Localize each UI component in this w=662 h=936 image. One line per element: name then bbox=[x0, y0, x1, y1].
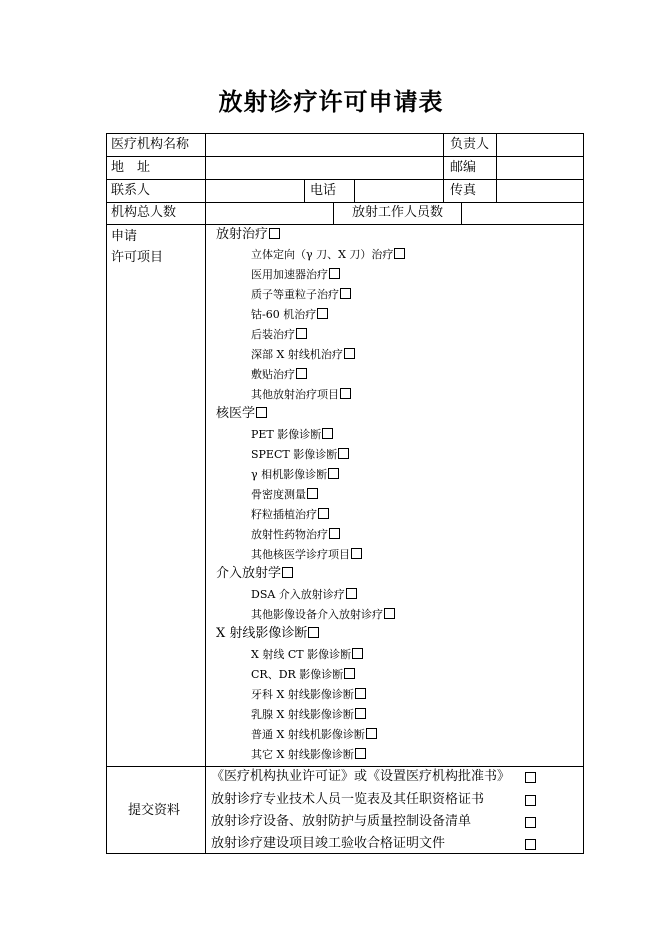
checkbox[interactable] bbox=[318, 508, 329, 519]
item-proton bbox=[251, 288, 351, 302]
row-line bbox=[106, 179, 584, 180]
checkbox[interactable] bbox=[317, 308, 328, 319]
checkbox[interactable] bbox=[282, 567, 293, 578]
category-xray-imaging bbox=[216, 626, 319, 642]
item-applicator bbox=[251, 368, 307, 382]
item-pet bbox=[251, 428, 333, 442]
item-label: 乳腺 X 射线影像诊断 bbox=[251, 708, 354, 721]
label-fax: 传真 bbox=[450, 183, 477, 198]
checkbox[interactable] bbox=[340, 288, 351, 299]
item-label: 放射性药物治疗 bbox=[251, 528, 328, 541]
row-line bbox=[106, 766, 584, 767]
item-label: 骨密度测量 bbox=[251, 488, 306, 501]
table-border-bottom bbox=[106, 853, 584, 854]
checkbox[interactable] bbox=[346, 588, 357, 599]
item-label: 籽粒插植治疗 bbox=[251, 508, 317, 521]
label-application-items: 许可项目 bbox=[111, 250, 164, 265]
table-border-top bbox=[106, 133, 584, 134]
item-mammography bbox=[251, 708, 366, 722]
checkbox[interactable] bbox=[329, 528, 340, 539]
item-afterloading bbox=[251, 328, 307, 342]
item-label: 其他放射治疗项目 bbox=[251, 388, 339, 401]
item-other-nuclear bbox=[251, 548, 362, 562]
item-label: X 射线 CT 影像诊断 bbox=[251, 648, 352, 661]
checkbox[interactable] bbox=[307, 488, 318, 499]
form-title: 放射诊疗许可申请表 bbox=[218, 87, 444, 116]
category-label: 放射治疗 bbox=[216, 227, 269, 242]
checkbox[interactable] bbox=[296, 328, 307, 339]
label-application: 申请 bbox=[111, 229, 138, 244]
label-total-staff: 机构总人数 bbox=[111, 205, 177, 220]
checkbox[interactable] bbox=[328, 468, 339, 479]
label-institution-name: 医疗机构名称 bbox=[111, 137, 190, 152]
table-border-left bbox=[106, 133, 107, 854]
col-line bbox=[443, 133, 444, 202]
item-ct bbox=[251, 648, 363, 662]
col-line bbox=[205, 224, 206, 853]
item-label: PET 影像诊断 bbox=[251, 428, 322, 441]
checkbox[interactable] bbox=[355, 688, 366, 699]
label-postcode: 邮编 bbox=[450, 160, 477, 175]
col-line bbox=[205, 133, 206, 202]
item-label: 立体定向（γ 刀、X 刀）治疗 bbox=[251, 248, 394, 261]
label-contact: 联系人 bbox=[111, 183, 151, 198]
item-cr-dr bbox=[251, 668, 355, 682]
checkbox[interactable] bbox=[384, 608, 395, 619]
material-acceptance-checkbox[interactable] bbox=[525, 839, 536, 850]
category-interventional bbox=[216, 566, 293, 582]
col-line bbox=[354, 179, 355, 202]
label-phone: 电话 bbox=[310, 183, 337, 198]
checkbox[interactable] bbox=[355, 748, 366, 759]
item-gamma-camera bbox=[251, 468, 339, 482]
label-person-in-charge: 负责人 bbox=[450, 137, 490, 152]
item-other-xray bbox=[251, 748, 366, 762]
label-materials: 提交资料 bbox=[128, 803, 181, 818]
col-line bbox=[461, 202, 462, 224]
item-label: 普通 X 射线机影像诊断 bbox=[251, 728, 365, 741]
checkbox[interactable] bbox=[338, 448, 349, 459]
item-linac bbox=[251, 268, 340, 282]
col-line bbox=[496, 133, 497, 202]
item-label: 其他核医学诊疗项目 bbox=[251, 548, 350, 561]
category-nuclear-medicine bbox=[216, 406, 267, 422]
checkbox[interactable] bbox=[352, 648, 363, 659]
item-label: 钴-60 机治疗 bbox=[251, 308, 317, 321]
material-staff-list: 放射诊疗专业技术人员一览表及其任职资格证书 bbox=[211, 792, 485, 807]
category-label: 介入放射学 bbox=[216, 566, 282, 581]
material-acceptance: 放射诊疗建设项目竣工验收合格证明文件 bbox=[211, 836, 446, 851]
col-line bbox=[205, 202, 206, 224]
item-general-xray bbox=[251, 728, 377, 742]
checkbox[interactable] bbox=[308, 627, 319, 638]
category-label: X 射线影像诊断 bbox=[216, 626, 308, 641]
category-label: 核医学 bbox=[216, 406, 256, 421]
item-cobalt60 bbox=[251, 308, 328, 322]
item-label: γ 相机影像诊断 bbox=[251, 468, 328, 481]
checkbox[interactable] bbox=[296, 368, 307, 379]
item-label: CR、DR 影像诊断 bbox=[251, 668, 344, 681]
table-border-right bbox=[583, 133, 584, 854]
item-label: 深部 X 射线机治疗 bbox=[251, 348, 343, 361]
material-equipment-list: 放射诊疗设备、放射防护与质量控制设备清单 bbox=[211, 814, 472, 829]
item-other-interventional bbox=[251, 608, 395, 622]
item-label: 医用加速器治疗 bbox=[251, 268, 328, 281]
item-label: 敷贴治疗 bbox=[251, 368, 295, 381]
checkbox[interactable] bbox=[322, 428, 333, 439]
category-radiotherapy bbox=[216, 227, 280, 243]
col-line bbox=[304, 179, 305, 202]
col-line bbox=[333, 202, 334, 224]
checkbox[interactable] bbox=[394, 248, 405, 259]
checkbox[interactable] bbox=[340, 388, 351, 399]
item-other-radiotherapy bbox=[251, 388, 351, 402]
item-label: 质子等重粒子治疗 bbox=[251, 288, 339, 301]
item-spect bbox=[251, 448, 349, 462]
material-license: 《医疗机构执业许可证》或《设置医疗机构批准书》 bbox=[211, 769, 511, 784]
item-stereotactic bbox=[251, 248, 405, 262]
item-label: 其它 X 射线影像诊断 bbox=[251, 748, 354, 761]
checkbox[interactable] bbox=[344, 348, 355, 359]
checkbox[interactable] bbox=[269, 228, 280, 239]
row-line bbox=[106, 156, 584, 157]
checkbox[interactable] bbox=[329, 268, 340, 279]
item-bone-density bbox=[251, 488, 318, 502]
item-deep-xray bbox=[251, 348, 355, 362]
item-label: 其他影像设备介入放射诊疗 bbox=[251, 608, 383, 621]
row-line bbox=[106, 202, 584, 203]
label-radiation-staff: 放射工作人员数 bbox=[352, 205, 444, 220]
checkbox[interactable] bbox=[344, 668, 355, 679]
item-label: 后装治疗 bbox=[251, 328, 295, 341]
item-label: 牙科 X 射线影像诊断 bbox=[251, 688, 354, 701]
checkbox[interactable] bbox=[366, 728, 377, 739]
checkbox[interactable] bbox=[256, 407, 267, 418]
checkbox[interactable] bbox=[355, 708, 366, 719]
checkbox[interactable] bbox=[351, 548, 362, 559]
row-line bbox=[106, 224, 584, 225]
item-dental bbox=[251, 688, 366, 702]
item-radiopharmaceutical bbox=[251, 528, 340, 542]
item-dsa bbox=[251, 588, 357, 602]
item-label: SPECT 影像诊断 bbox=[251, 448, 338, 461]
item-label: DSA 介入放射诊疗 bbox=[251, 588, 345, 601]
material-license-checkbox[interactable] bbox=[525, 772, 536, 783]
material-equipment-list-checkbox[interactable] bbox=[525, 817, 536, 828]
material-staff-list-checkbox[interactable] bbox=[525, 795, 536, 806]
item-seed-implant bbox=[251, 508, 329, 522]
label-address: 地 址 bbox=[111, 160, 151, 175]
